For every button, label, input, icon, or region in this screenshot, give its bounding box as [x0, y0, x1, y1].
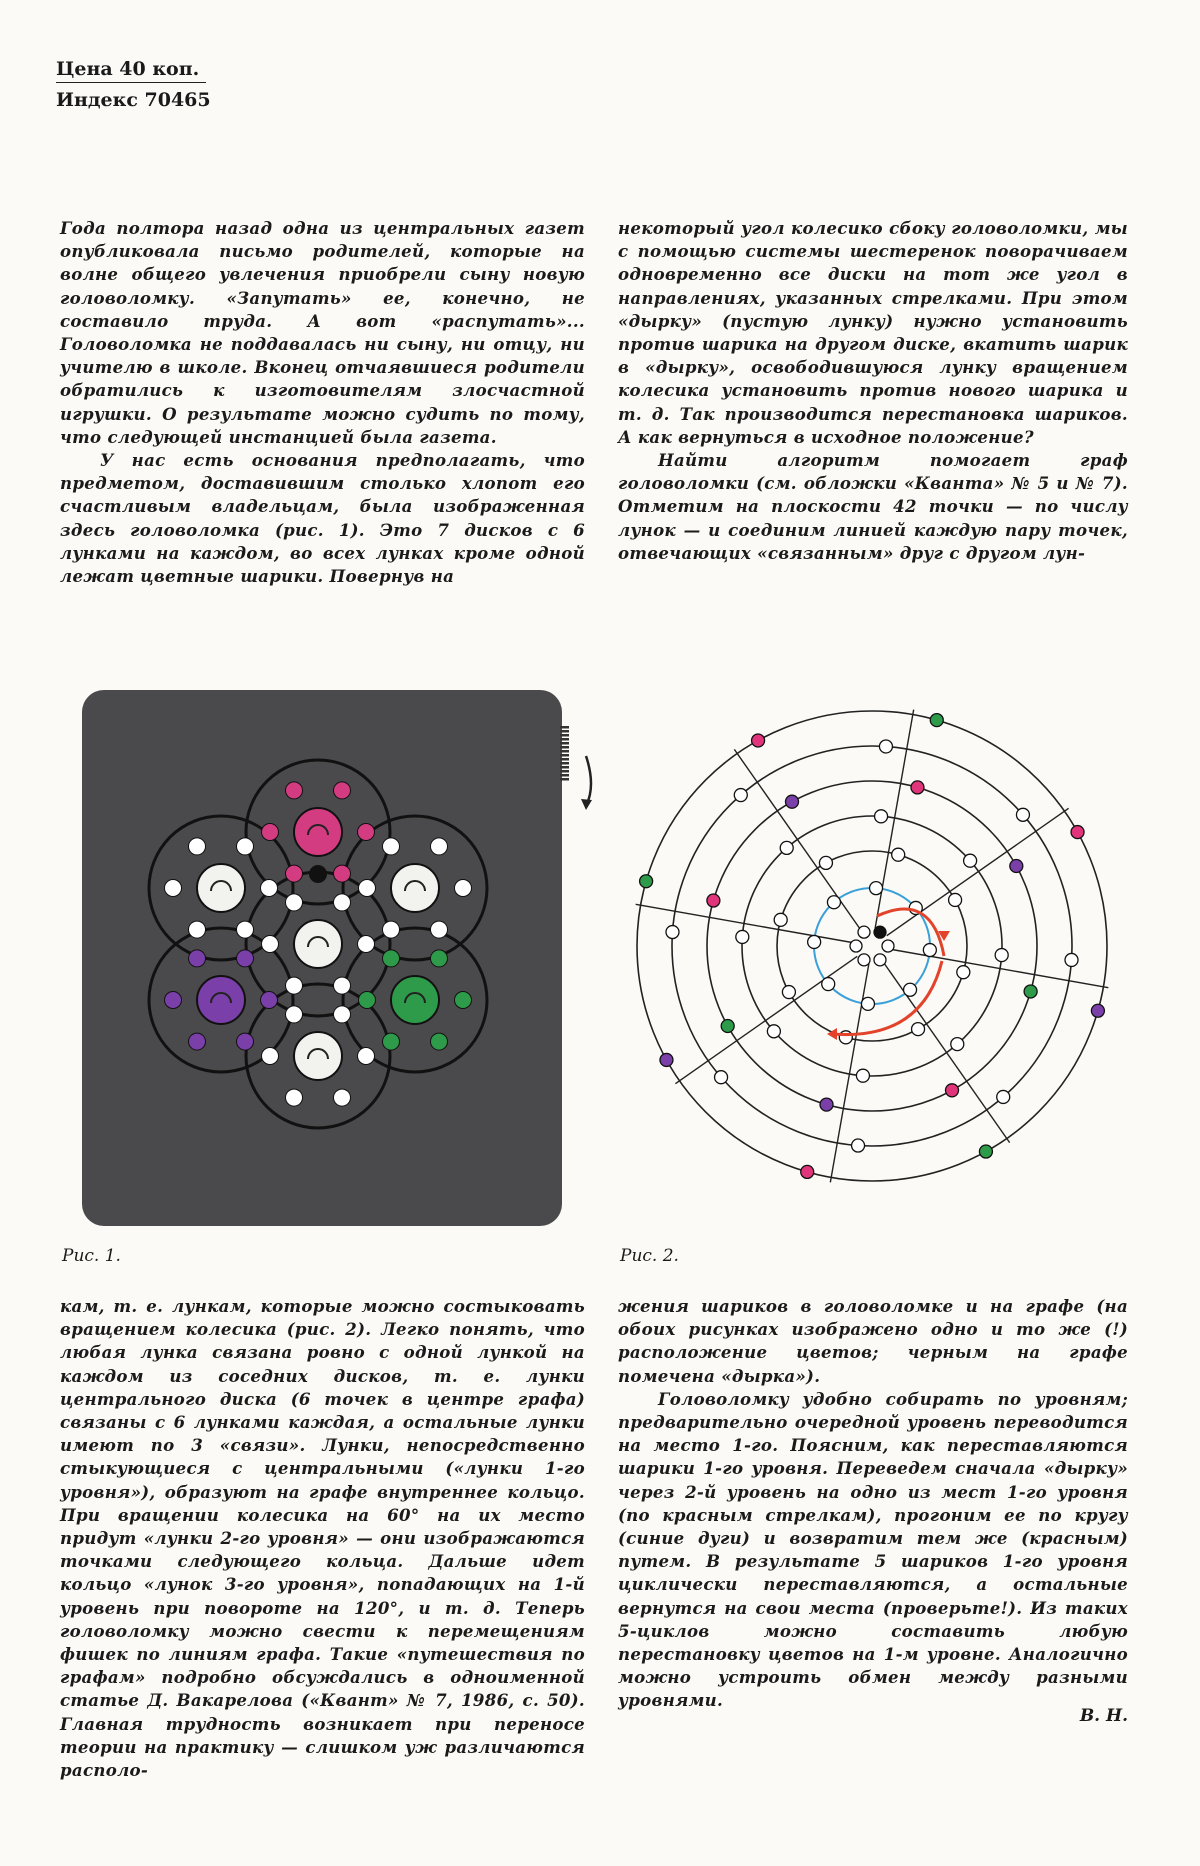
ball	[237, 921, 254, 938]
ball	[358, 936, 375, 953]
ball	[237, 1033, 254, 1050]
ball	[382, 950, 399, 967]
disc-center	[294, 920, 342, 968]
graph-node	[782, 986, 795, 999]
wheel-tooth	[560, 758, 569, 761]
text-column-top-right	[618, 217, 1128, 565]
arrow-head	[581, 799, 592, 810]
ball	[262, 1048, 279, 1065]
ball	[334, 1089, 351, 1106]
disc-center	[197, 976, 245, 1024]
ball	[286, 894, 303, 911]
graph-node	[774, 913, 787, 926]
price-block	[56, 58, 211, 111]
graph-node	[822, 978, 835, 991]
ball	[454, 880, 471, 897]
paragraph: Найти алгоритм помогает граф головоломки (см. обложки «Кванта» № 5 и № 7). Отметим на плоскости 42 точки — по числу лунок — и соединим линией каждую пару точек, отвечающих «связанным» друг с другом лун-	[618, 450, 1128, 563]
graph-ring	[672, 746, 1072, 1146]
graph-node	[721, 1019, 734, 1032]
ball	[358, 1048, 375, 1065]
graph-node	[767, 1025, 780, 1038]
graph-node	[707, 894, 720, 907]
graph-node	[1024, 985, 1037, 998]
graph-node	[819, 856, 832, 869]
wheel-tooth	[560, 774, 569, 777]
wheel-tooth	[560, 770, 569, 773]
graph-node	[752, 734, 765, 747]
wheel-tooth	[560, 742, 569, 745]
graph-edge	[734, 749, 861, 931]
ball	[165, 880, 182, 897]
graph-node	[911, 781, 924, 794]
wheel-tooth	[560, 762, 569, 765]
ball	[286, 1006, 303, 1023]
graph-node	[949, 893, 962, 906]
ball	[237, 950, 254, 967]
graph-node	[951, 1038, 964, 1051]
graph-edge	[675, 956, 857, 1083]
paragraph: кам, т. е. лункам, которые можно состыковать вращением колесика (рис. 2). Легко понять, что любая лунка связана ровно с одной лункой на каждом из соседних дисков, т. е. лунки центрального диска (6 точек в центре графа) связаны с 6 лунками каждая, а остальные лунки имеют по 3 «связи». Лунки, непосредственно стыкующиеся с центральными («лунки 1-го уровня»), образуют на графе внутреннее кольцо. При вращении колесика на 60° на их место придут «лунки 2-го уровня» — они изображаются точками следующего кольца. Дальше идет кольцо «лунок 3-го уровня», попадающих на 1-й уровень при повороте на 120°, и т. д. Теперь головоломку можно свести к перемещениям фишек по линиям графа. Такие «путешествия по графам» подробно обсуждались в одноименной статье Д. Вакарелова («Квант» № 7, 1986, с. 50). Главная трудность возникает при переносе теории на практику — слишком уж различаются располо-	[60, 1296, 585, 1781]
ball	[430, 921, 447, 938]
ball	[189, 838, 206, 855]
wheel-tooth	[560, 726, 569, 729]
ball	[430, 950, 447, 967]
figure-2-graph	[620, 688, 1140, 1228]
graph-node	[930, 714, 943, 727]
graph-node	[1016, 808, 1029, 821]
ball	[189, 1033, 206, 1050]
hole	[309, 865, 327, 883]
ball	[334, 1006, 351, 1023]
graph-node	[879, 740, 892, 753]
graph-node	[964, 854, 977, 867]
index: Индекс 70465	[56, 89, 211, 111]
graph-node	[839, 1031, 852, 1044]
graph-node	[660, 1053, 673, 1066]
graph-node	[715, 1071, 728, 1084]
signature: В. Н.	[1079, 1706, 1128, 1726]
graph-node	[786, 795, 799, 808]
graph-node	[892, 848, 905, 861]
graph-node	[780, 841, 793, 854]
ball	[262, 824, 279, 841]
ball	[382, 838, 399, 855]
graph-node	[801, 1165, 814, 1178]
graph-node	[1010, 860, 1023, 873]
ball	[430, 838, 447, 855]
graph-node	[666, 926, 679, 939]
rotation-arrow	[586, 756, 591, 806]
graph-ring	[777, 851, 967, 1041]
ball	[334, 865, 351, 882]
graph-node	[904, 983, 917, 996]
wheel-tooth	[560, 734, 569, 737]
figure-2-caption: Рис. 2.	[620, 1246, 679, 1266]
wheel-tooth	[560, 778, 569, 781]
graph-node	[923, 944, 936, 957]
disc-center	[391, 976, 439, 1024]
figure-1-puzzle	[78, 686, 598, 1236]
paragraph: Года полтора назад одна из центральных газет опубликовала письмо родителей, которые на волне общего увлечения приобрели сыну новую головоломку. «Запутать» ее, конечно, не составило труда. А вот «распутать»... Головоломка не поддавалась ни сыну, ни отцу, ни учителю в школе. Вконец отчаявшиеся родители обратились к изготовителям злосчастной игрушки. О результате можно судить по тому, что следующей инстанцией была газета.	[60, 218, 585, 447]
graph-node	[957, 966, 970, 979]
graph-node	[852, 1139, 865, 1152]
text-column-top-left	[60, 217, 585, 588]
wheel-tooth	[560, 730, 569, 733]
graph-ring	[742, 816, 1002, 1076]
graph-node	[1071, 826, 1084, 839]
center-node	[858, 926, 870, 938]
graph-node	[997, 1090, 1010, 1103]
disc-center	[294, 808, 342, 856]
graph-node	[808, 935, 821, 948]
graph-node	[734, 789, 747, 802]
graph-node	[827, 896, 840, 909]
ball	[334, 782, 351, 799]
text-column-bottom-right	[618, 1295, 1128, 1713]
center-node	[858, 954, 870, 966]
ball	[454, 992, 471, 1009]
ball	[286, 782, 303, 799]
paragraph: жения шариков в головоломке и на графе (на обоих рисунках изображено одно и то же (!) расположение цветов; черным на графе помечена «дырка»).	[618, 1296, 1128, 1386]
paragraph: У нас есть основания предполагать, что предметом, доставившим столько хлопот его счастливым владельцам, была изображенная здесь головоломка (рис. 1). Это 7 дисков с 6 лунками на каждом, во всех лунках кроме одной лежат цветные шарики. Повернув на	[60, 450, 585, 587]
disc-center	[391, 864, 439, 912]
graph-edge	[887, 808, 1069, 935]
disc-center	[294, 1032, 342, 1080]
text-column-bottom-left	[60, 1295, 585, 1782]
wheel-tooth	[560, 750, 569, 753]
graph-edge	[882, 961, 1009, 1143]
graph-node	[979, 1145, 992, 1158]
center-node	[850, 940, 862, 952]
graph-node	[856, 1069, 869, 1082]
wheel-tooth	[560, 754, 569, 757]
center-node	[874, 926, 886, 938]
ball	[286, 865, 303, 882]
paragraph: некоторый угол колесико сбоку головоломки, мы с помощью системы шестеренок поворачиваем одновременно все диски на тот же угол в направлениях, указанных стрелками. При этом «дырку» (пустую лунку) нужно установить против шарика на другом диске, вкатить шарик в «дырку», освободившуюся лунку вращением колесика установить против нового шарика и т. д. Так производится перестановка шариков. А как вернуться в исходное положение?	[618, 218, 1128, 447]
ball	[358, 824, 375, 841]
graph-node	[995, 949, 1008, 962]
ball	[262, 936, 279, 953]
price: Цена 40 коп.	[56, 58, 206, 83]
ball	[358, 880, 375, 897]
graph-node	[640, 875, 653, 888]
ball	[286, 977, 303, 994]
ball	[430, 1033, 447, 1050]
ball	[261, 880, 278, 897]
graph-node	[736, 930, 749, 943]
ball	[334, 977, 351, 994]
wheel-tooth	[560, 738, 569, 741]
graph-ring	[707, 781, 1037, 1111]
graph-node	[861, 997, 874, 1010]
ball	[334, 894, 351, 911]
ball	[189, 950, 206, 967]
disc-center	[197, 864, 245, 912]
graph-node	[820, 1098, 833, 1111]
paragraph: Головоломку удобно собирать по уровням; предварительно очередной уровень переводится на место 1-го. Поясним, как переставляются шарики 1-го уровня. Переведем сначала «дырку» через 2-й уровень на одно из мест 1-го уровня (по красным стрелкам), прогоним ее по кругу (синие дуги) и возвратим тем же (красным) путем. В результате 5 шариков 1-го уровня циклически переставляются, а остальные вернутся на свои места (проверьте!). Из таких 5-циклов можно составить любую перестановку цветов на 1-м уровне. Аналогично можно устроить обмен между разными уровнями.	[618, 1388, 1128, 1711]
ball	[382, 921, 399, 938]
ball	[382, 1033, 399, 1050]
graph-node	[1091, 1004, 1104, 1017]
graph-node	[1065, 953, 1078, 966]
ball	[237, 838, 254, 855]
graph-node	[945, 1084, 958, 1097]
wheel-tooth	[560, 746, 569, 749]
graph-node	[875, 810, 888, 823]
ball	[358, 992, 375, 1009]
center-node	[882, 940, 894, 952]
graph-node	[870, 882, 883, 895]
ball	[165, 992, 182, 1009]
ball	[189, 921, 206, 938]
ball	[286, 1089, 303, 1106]
wheel-tooth	[560, 766, 569, 769]
ball	[261, 992, 278, 1009]
graph-node	[912, 1023, 925, 1036]
center-node	[874, 954, 886, 966]
figure-1-caption: Рис. 1.	[62, 1246, 121, 1266]
